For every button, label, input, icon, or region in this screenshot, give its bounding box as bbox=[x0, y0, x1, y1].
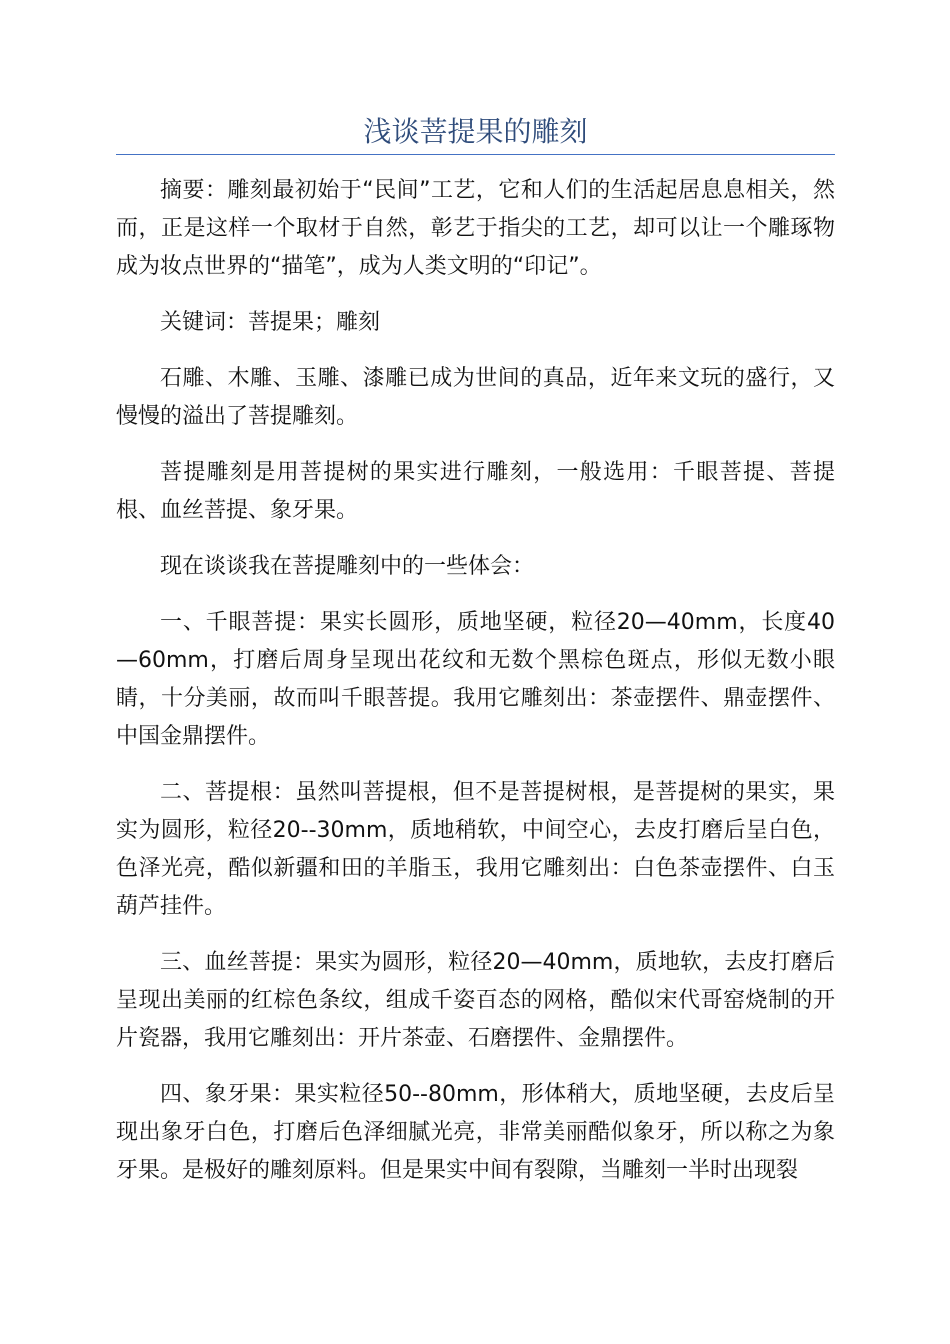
materials-paragraph: 菩提雕刻是用菩提树的果实进行雕刻，一般选用：千眼菩提、菩提根、血丝菩提、象牙果。 bbox=[116, 460, 835, 523]
abstract-paragraph: 摘要：雕刻最初始于“民间”工艺，它和人们的生活起居息息相关，然而，正是这样一个取材于自然，彰艺于指尖的工艺，却可以让一个雕琢物成为妆点世界的“描笔”，成为人类文明的“印记”。 bbox=[116, 178, 835, 279]
section-putigen-paragraph: 二、菩提根：虽然叫菩提根，但不是菩提树根，是菩提树的果实，果实为圆形，粒径20--30mm，质地稍软，中间空心，去皮打磨后呈白色，色泽光亮，酷似新疆和田的羊脂玉，我用它雕刻出：白色茶壶摆件、白玉葫芦挂件。 bbox=[116, 780, 835, 919]
section-qianyan-paragraph: 一、千眼菩提：果实长圆形，质地坚硬，粒径20—40mm，长度40—60mm，打磨后周身呈现出花纹和无数个黑棕色斑点，形似无数小眼睛，十分美丽，故而叫千眼菩提。我用它雕刻出：茶壶摆件、鼎壶摆件、中国金鼎摆件。 bbox=[116, 610, 835, 749]
title-underline bbox=[116, 154, 835, 155]
document-body bbox=[116, 172, 835, 1208]
intro-paragraph: 石雕、木雕、玉雕、漆雕已成为世间的真品，近年来文玩的盛行，又慢慢的溢出了菩提雕刻。 bbox=[116, 366, 835, 429]
section-xuesi-paragraph: 三、血丝菩提：果实为圆形，粒径20—40mm，质地软，去皮打磨后呈现出美丽的红棕色条纹，组成千姿百态的网格，酷似宋代哥窑烧制的开片瓷器，我用它雕刻出：开片茶壶、石磨摆件、金鼎摆件。 bbox=[116, 950, 835, 1051]
experience-lead-paragraph: 现在谈谈我在菩提雕刻中的一些体会： bbox=[160, 554, 535, 579]
section-xiangya-paragraph: 四、象牙果：果实粒径50--80mm，形体稍大，质地坚硬，去皮后呈现出象牙白色，打磨后色泽细腻光亮，非常美丽酷似象牙，所以称之为象牙果。是极好的雕刻原料。但是果实中间有裂隙，当雕刻一半时出现裂 bbox=[116, 1082, 835, 1183]
document-title: 浅谈菩提果的雕刻 bbox=[363, 115, 588, 148]
keywords-paragraph: 关键词：菩提果；雕刻 bbox=[160, 310, 381, 335]
